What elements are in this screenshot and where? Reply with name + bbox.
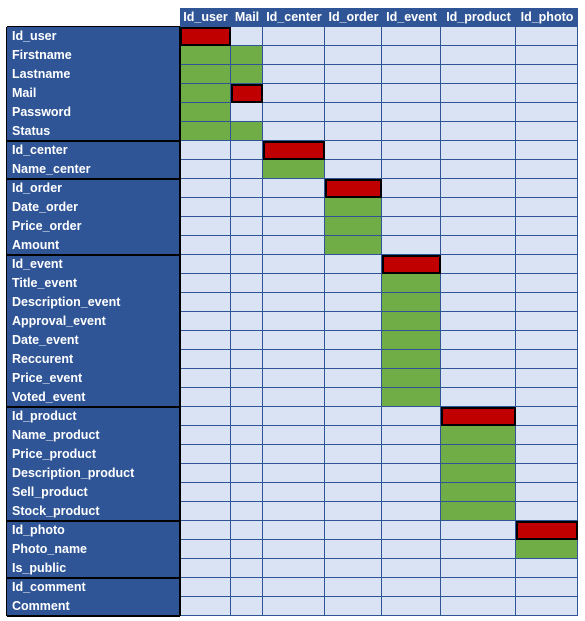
empty-cell: [441, 350, 516, 369]
empty-cell: [382, 426, 441, 445]
empty-cell: [325, 483, 382, 502]
empty-cell: [382, 141, 441, 160]
empty-cell: [382, 179, 441, 198]
empty-cell: [180, 198, 231, 217]
empty-cell: [180, 483, 231, 502]
attribute-cell: [325, 236, 382, 255]
row-label-id-photo: Id_photo: [7, 521, 180, 540]
attribute-cell: [382, 369, 441, 388]
empty-cell: [325, 521, 382, 540]
empty-cell: [263, 293, 325, 312]
empty-cell: [441, 103, 516, 122]
row-label-mail: Mail: [7, 84, 180, 103]
empty-cell: [516, 65, 578, 84]
row-label-price-order: Price_order: [7, 217, 180, 236]
empty-cell: [325, 464, 382, 483]
empty-cell: [325, 369, 382, 388]
empty-cell: [516, 179, 578, 198]
label-column-border: [179, 27, 181, 616]
row-label-firstname: Firstname: [7, 46, 180, 65]
attribute-cell: [231, 65, 263, 84]
empty-cell: [382, 103, 441, 122]
empty-cell: [231, 464, 263, 483]
empty-cell: [180, 331, 231, 350]
empty-cell: [263, 217, 325, 236]
attribute-cell: [325, 217, 382, 236]
empty-cell: [180, 312, 231, 331]
row-label-id-comment: Id_comment: [7, 578, 180, 597]
empty-cell: [516, 160, 578, 179]
empty-cell: [516, 388, 578, 407]
empty-cell: [231, 255, 263, 274]
empty-cell: [382, 217, 441, 236]
attribute-cell: [180, 103, 231, 122]
attribute-cell: [231, 122, 263, 141]
empty-cell: [516, 312, 578, 331]
empty-cell: [325, 27, 382, 46]
empty-cell: [325, 65, 382, 84]
column-header-id-center: Id_center: [263, 8, 325, 27]
empty-cell: [325, 312, 382, 331]
row-label-id-user: Id_user: [7, 27, 180, 46]
attribute-cell: [382, 350, 441, 369]
empty-cell: [516, 103, 578, 122]
empty-cell: [382, 46, 441, 65]
empty-cell: [516, 84, 578, 103]
empty-cell: [231, 236, 263, 255]
group-divider: [7, 140, 180, 142]
empty-cell: [382, 559, 441, 578]
attribute-cell: [382, 331, 441, 350]
attribute-cell: [382, 312, 441, 331]
empty-cell: [516, 46, 578, 65]
empty-cell: [441, 160, 516, 179]
empty-cell: [180, 369, 231, 388]
empty-cell: [516, 331, 578, 350]
empty-cell: [516, 407, 578, 426]
empty-cell: [382, 407, 441, 426]
attribute-cell: [382, 388, 441, 407]
empty-cell: [382, 236, 441, 255]
empty-cell: [516, 217, 578, 236]
empty-cell: [382, 502, 441, 521]
empty-cell: [180, 274, 231, 293]
empty-cell: [263, 122, 325, 141]
top-border: [7, 26, 180, 27]
attribute-cell: [441, 445, 516, 464]
row-label-price-event: Price_event: [7, 369, 180, 388]
empty-cell: [516, 274, 578, 293]
empty-cell: [180, 597, 231, 616]
empty-cell: [325, 559, 382, 578]
empty-cell: [516, 198, 578, 217]
empty-cell: [516, 597, 578, 616]
attribute-cell: [231, 46, 263, 65]
row-label-approval-event: Approval_event: [7, 312, 180, 331]
row-label-price-product: Price_product: [7, 445, 180, 464]
empty-cell: [231, 103, 263, 122]
empty-cell: [231, 540, 263, 559]
attribute-cell: [441, 464, 516, 483]
empty-cell: [516, 122, 578, 141]
empty-cell: [516, 236, 578, 255]
attribute-cell: [325, 198, 382, 217]
column-header-id-product: Id_product: [441, 8, 516, 27]
empty-cell: [263, 483, 325, 502]
row-label-date-order: Date_order: [7, 198, 180, 217]
empty-cell: [325, 407, 382, 426]
empty-cell: [231, 445, 263, 464]
empty-cell: [382, 198, 441, 217]
empty-cell: [382, 27, 441, 46]
empty-cell: [231, 217, 263, 236]
empty-cell: [382, 540, 441, 559]
key-cell: [516, 521, 578, 540]
row-label-description-product: Description_product: [7, 464, 180, 483]
empty-cell: [263, 407, 325, 426]
empty-cell: [263, 540, 325, 559]
attribute-cell: [180, 122, 231, 141]
empty-cell: [325, 46, 382, 65]
empty-cell: [516, 559, 578, 578]
row-label-sell-product: Sell_product: [7, 483, 180, 502]
row-label-date-event: Date_event: [7, 331, 180, 350]
empty-cell: [325, 502, 382, 521]
row-label-voted-event: Voted_event: [7, 388, 180, 407]
empty-cell: [382, 464, 441, 483]
empty-cell: [325, 578, 382, 597]
empty-cell: [263, 65, 325, 84]
empty-cell: [441, 84, 516, 103]
row-label-id-order: Id_order: [7, 179, 180, 198]
attribute-cell: [180, 84, 231, 103]
empty-cell: [180, 540, 231, 559]
row-label-stock-product: Stock_product: [7, 502, 180, 521]
empty-cell: [231, 578, 263, 597]
column-header-mail: Mail: [231, 8, 263, 27]
empty-cell: [441, 578, 516, 597]
empty-cell: [180, 179, 231, 198]
empty-cell: [180, 407, 231, 426]
empty-cell: [516, 502, 578, 521]
empty-cell: [325, 103, 382, 122]
empty-cell: [263, 578, 325, 597]
empty-cell: [263, 388, 325, 407]
group-divider: [7, 178, 180, 180]
column-header-id-photo: Id_photo: [516, 8, 578, 27]
empty-cell: [231, 293, 263, 312]
attribute-cell: [382, 274, 441, 293]
empty-cell: [263, 559, 325, 578]
empty-cell: [180, 388, 231, 407]
row-label-amount: Amount: [7, 236, 180, 255]
empty-cell: [516, 464, 578, 483]
empty-cell: [231, 141, 263, 160]
empty-cell: [516, 293, 578, 312]
empty-cell: [180, 502, 231, 521]
empty-cell: [516, 445, 578, 464]
empty-cell: [325, 84, 382, 103]
empty-cell: [441, 274, 516, 293]
empty-cell: [325, 597, 382, 616]
row-label-reccurent: Reccurent: [7, 350, 180, 369]
empty-cell: [180, 255, 231, 274]
empty-cell: [180, 217, 231, 236]
empty-cell: [180, 559, 231, 578]
key-cell: [231, 84, 263, 103]
attribute-cell: [382, 293, 441, 312]
empty-cell: [231, 407, 263, 426]
bottom-border: [7, 615, 180, 617]
empty-cell: [325, 331, 382, 350]
empty-cell: [441, 217, 516, 236]
empty-cell: [325, 255, 382, 274]
empty-cell: [382, 84, 441, 103]
attribute-cell: [263, 160, 325, 179]
empty-cell: [325, 426, 382, 445]
empty-cell: [382, 160, 441, 179]
empty-cell: [441, 521, 516, 540]
empty-cell: [263, 236, 325, 255]
left-border: [6, 27, 7, 616]
row-label-title-event: Title_event: [7, 274, 180, 293]
empty-cell: [231, 350, 263, 369]
empty-cell: [263, 103, 325, 122]
empty-cell: [382, 521, 441, 540]
empty-cell: [325, 388, 382, 407]
empty-cell: [382, 578, 441, 597]
attribute-cell: [441, 426, 516, 445]
empty-cell: [441, 597, 516, 616]
empty-cell: [231, 312, 263, 331]
empty-cell: [441, 255, 516, 274]
empty-cell: [516, 483, 578, 502]
empty-cell: [231, 597, 263, 616]
empty-cell: [325, 160, 382, 179]
empty-cell: [441, 331, 516, 350]
empty-cell: [231, 274, 263, 293]
empty-cell: [516, 255, 578, 274]
empty-cell: [263, 27, 325, 46]
row-label-comment: Comment: [7, 597, 180, 616]
empty-cell: [382, 65, 441, 84]
attribute-cell: [180, 65, 231, 84]
column-header-id-user: Id_user: [180, 8, 231, 27]
empty-cell: [382, 445, 441, 464]
empty-cell: [325, 540, 382, 559]
empty-cell: [382, 483, 441, 502]
empty-cell: [441, 27, 516, 46]
empty-cell: [382, 122, 441, 141]
empty-cell: [441, 236, 516, 255]
empty-cell: [180, 464, 231, 483]
empty-cell: [325, 350, 382, 369]
empty-cell: [325, 293, 382, 312]
empty-cell: [441, 179, 516, 198]
group-divider: [7, 520, 180, 522]
row-label-id-product: Id_product: [7, 407, 180, 426]
empty-cell: [263, 521, 325, 540]
empty-cell: [180, 293, 231, 312]
empty-cell: [180, 236, 231, 255]
empty-cell: [263, 464, 325, 483]
row-label-name-center: Name_center: [7, 160, 180, 179]
attribute-cell: [180, 46, 231, 65]
empty-cell: [325, 445, 382, 464]
group-divider: [7, 406, 180, 408]
empty-cell: [180, 426, 231, 445]
row-label-name-product: Name_product: [7, 426, 180, 445]
empty-cell: [441, 46, 516, 65]
empty-cell: [441, 198, 516, 217]
empty-cell: [231, 426, 263, 445]
empty-cell: [263, 84, 325, 103]
empty-cell: [231, 331, 263, 350]
column-header-id-order: Id_order: [325, 8, 382, 27]
empty-cell: [325, 274, 382, 293]
key-cell: [441, 407, 516, 426]
empty-cell: [180, 350, 231, 369]
empty-cell: [263, 597, 325, 616]
empty-cell: [180, 521, 231, 540]
empty-cell: [231, 388, 263, 407]
empty-cell: [263, 198, 325, 217]
empty-cell: [441, 559, 516, 578]
empty-cell: [231, 483, 263, 502]
empty-cell: [441, 122, 516, 141]
empty-cell: [231, 521, 263, 540]
empty-cell: [516, 141, 578, 160]
key-cell: [180, 27, 231, 46]
empty-cell: [180, 445, 231, 464]
row-label-status: Status: [7, 122, 180, 141]
empty-cell: [516, 369, 578, 388]
attribute-cell: [441, 502, 516, 521]
empty-cell: [325, 141, 382, 160]
empty-cell: [263, 274, 325, 293]
empty-cell: [441, 540, 516, 559]
empty-cell: [263, 46, 325, 65]
empty-cell: [441, 141, 516, 160]
empty-cell: [516, 27, 578, 46]
empty-cell: [231, 179, 263, 198]
empty-cell: [180, 578, 231, 597]
empty-cell: [263, 312, 325, 331]
empty-cell: [231, 198, 263, 217]
empty-cell: [516, 578, 578, 597]
empty-cell: [441, 312, 516, 331]
row-label-password: Password: [7, 103, 180, 122]
empty-cell: [441, 65, 516, 84]
empty-cell: [263, 502, 325, 521]
empty-cell: [263, 445, 325, 464]
row-label-description-event: Description_event: [7, 293, 180, 312]
empty-cell: [441, 388, 516, 407]
key-cell: [263, 141, 325, 160]
empty-cell: [263, 179, 325, 198]
row-label-is-public: Is_public: [7, 559, 180, 578]
empty-cell: [231, 559, 263, 578]
column-header-id-event: Id_event: [382, 8, 441, 27]
empty-cell: [263, 350, 325, 369]
empty-cell: [180, 141, 231, 160]
empty-cell: [263, 255, 325, 274]
empty-cell: [231, 502, 263, 521]
empty-cell: [441, 293, 516, 312]
empty-cell: [231, 369, 263, 388]
empty-cell: [441, 369, 516, 388]
empty-cell: [180, 160, 231, 179]
empty-cell: [382, 597, 441, 616]
attribute-cell: [516, 540, 578, 559]
empty-cell: [231, 160, 263, 179]
empty-cell: [263, 331, 325, 350]
group-divider: [7, 254, 180, 256]
empty-cell: [325, 122, 382, 141]
group-divider: [7, 577, 180, 579]
key-cell: [325, 179, 382, 198]
row-label-id-event: Id_event: [7, 255, 180, 274]
key-cell: [382, 255, 441, 274]
attribute-cell: [441, 483, 516, 502]
row-label-photo-name: Photo_name: [7, 540, 180, 559]
empty-cell: [516, 350, 578, 369]
empty-cell: [263, 369, 325, 388]
empty-cell: [231, 27, 263, 46]
row-label-id-center: Id_center: [7, 141, 180, 160]
row-label-lastname: Lastname: [7, 65, 180, 84]
empty-cell: [263, 426, 325, 445]
empty-cell: [516, 426, 578, 445]
